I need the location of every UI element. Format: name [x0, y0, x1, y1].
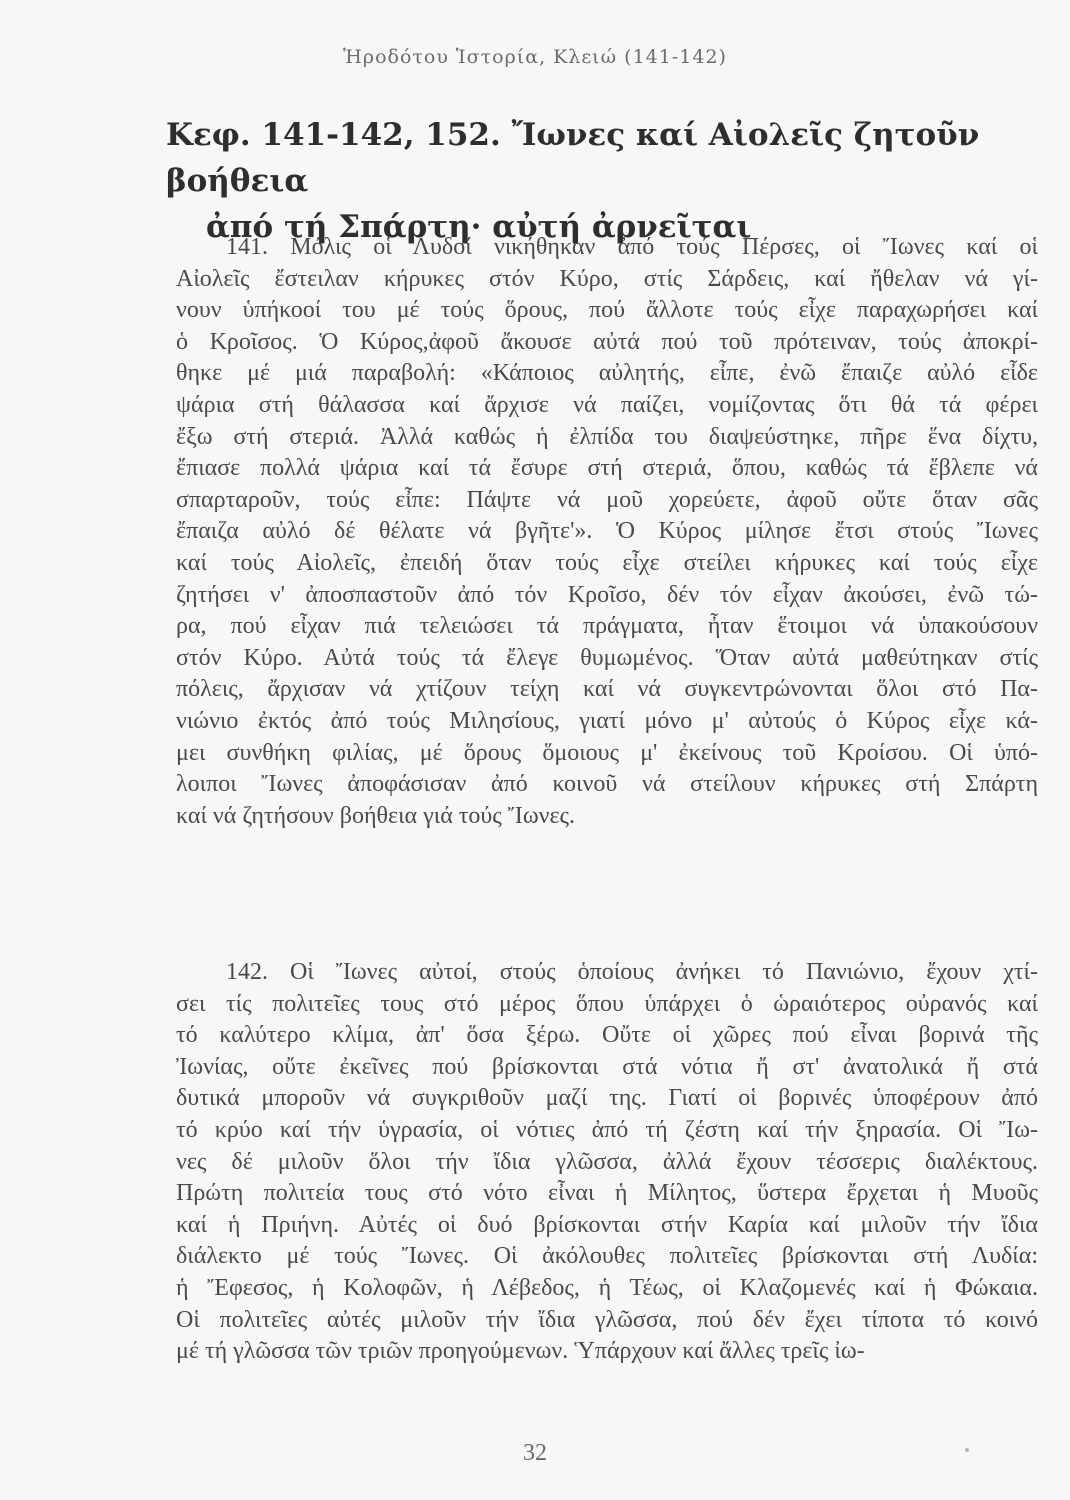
chapter-title-line-2: ἀπό τή Σπάρτη· αὐτή ἀρνεῖται: [206, 209, 752, 245]
text-line: νες δέ μιλοῦν ὅλοι τήν ἴδια γλῶσσα, ἀλλά ἔχουν τέσσερις διαλέκτους.: [176, 1148, 1038, 1175]
text-line: ψάρια στή θάλασσα καί ἄρχισε νά παίζει, νομίζοντας ὅτι θά τά φέρει: [176, 391, 1038, 418]
text-line: σπαρταροῦν, τούς εἶπε: Πάψτε νά μοῦ χορεύετε, ἀφοῦ οὔτε ὅταν σᾶς: [176, 486, 1038, 513]
text-line: πόλεις, ἄρχισαν νά χτίζουν τείχη καί νά συγκεντρώνονται ὅλοι στό Πα-: [176, 676, 1038, 703]
text-line: ἔπιασε πολλά ψάρια καί τά ἔσυρε στή στεριά, ὅπου, καθώς τά ἔβλεπε νά: [176, 455, 1038, 482]
text-line: καί τούς Αἰολεῖς, ἐπειδή ὅταν τούς εἶχε στείλει κήρυκες καί τούς εἶχε: [176, 549, 1038, 576]
text-line: στόν Κύρο. Αὐτά τούς τά ἔλεγε θυμωμένος. Ὅταν αὐτά μαθεύτηκαν στίς: [176, 644, 1038, 671]
text-line: Οἱ πολιτεῖες αὐτές μιλοῦν τήν ἴδια γλῶσσα, πού δέν ἔχει τίποτα τό κοινό: [176, 1306, 1038, 1333]
text-line: ὁ Κροῖσος. Ὁ Κύρος,ἀφοῦ ἄκουσε αὐτά πού τοῦ πρότειναν, τούς ἀποκρί-: [176, 328, 1038, 355]
text-line: 141. Μόλις οἱ Λυδοί νικήθηκαν ἀπό τούς Πέρσες, οἱ Ἴωνες καί οἱ: [226, 234, 1038, 260]
text-line: τό κρύο καί τήν ὑγρασία, οἱ νότιες ἀπό τή ζέστη καί τήν ξηρασία. Οἱ Ἴω-: [176, 1116, 1038, 1143]
running-head: Ἡροδότου Ἱστορία, Κλειώ (141-142): [343, 46, 727, 68]
text-line: καί νά ζητήσουν βοήθεια γιά τούς Ἴωνες.: [176, 802, 576, 829]
text-line: Αἰολεῖς ἔστειλαν κήρυκες στόν Κύρο, στίς Σάρδεις, καί ἤθελαν νά γί-: [176, 265, 1038, 292]
text-line: καί ἡ Πριήνη. Αὐτές οἱ δυό βρίσκονται στήν Καρία καί μιλοῦν τήν ἴδια: [176, 1211, 1038, 1238]
text-line: μει συνθήκη φιλίας, μέ ὅρους ὅμοιους μ' ἐκείνους τοῦ Κροίσου. Οἱ ὑπό-: [176, 739, 1038, 766]
text-line: μέ τή γλῶσσα τῶν τριῶν προηγούμενων. Ὑπάρχουν καί ἄλλες τρεῖς ἰω-: [176, 1338, 865, 1365]
chapter-title-line-1: Κεφ. 141-142, 152. Ἴωνες καί Αἰολεῖς ζητοῦν βοήθεια: [166, 117, 980, 199]
text-line: τό καλύτερο κλίμα, ἀπ' ὅσα ξέρω. Οὔτε οἱ χῶρες πού εἶναι βορινά τῆς: [176, 1022, 1038, 1049]
page-number: 32: [523, 1440, 547, 1466]
text-line: Ἰωνίας, οὔτε ἐκεῖνες πού βρίσκονται στά νότια ἤ στ' ἀνατολικά ἤ στά: [176, 1053, 1038, 1080]
text-line: Πρώτη πολιτεία τους στό νότο εἶναι ἡ Μίλητος, ὕστερα ἔρχεται ἡ Μυοῦς: [176, 1180, 1038, 1207]
text-line: ζητήσει ν' ἀποσπαστοῦν ἀπό τόν Κροῖσο, δέν τόν εἶχαν ἀκούσει, ἐνῶ τώ-: [176, 581, 1038, 608]
section-142-paragraph: [176, 957, 1038, 1368]
text-line: θηκε μέ μιά παραβολή: «Κάποιος αὐλητής, εἶπε, ἐνῶ ἔπαιζε αὐλό εἶδε: [176, 360, 1038, 387]
text-line: διάλεκτο μέ τούς Ἴωνες. Οἱ ἀκόλουθες πολιτεῖες βρίσκονται στή Λυδία:: [176, 1243, 1038, 1270]
text-line: ἔπαιζα αὐλό δέ θέλατε νά βγῆτε'». Ὁ Κύρος μίλησε ἔτσι στούς Ἴωνες: [176, 518, 1038, 545]
text-line: λοιποι Ἴωνες ἀποφάσισαν ἀπό κοινοῦ νά στείλουν κήρυκες στή Σπάρτη: [176, 771, 1038, 798]
chapter-title: [166, 112, 1016, 250]
text-line: ἡ Ἔφεσος, ἡ Κολοφῶν, ἡ Λέβεδος, ἡ Τέως, οἱ Κλαζομενές καί ἡ Φώκαια.: [176, 1274, 1038, 1301]
text-line: 142. Οἱ Ἴωνες αὐτοί, στούς ὁποίους ἀνήκει τό Πανιώνιο, ἔχουν χτί-: [226, 959, 1038, 985]
text-line: ρα, πού εἶχαν πιά τελειώσει τά πράγματα, ἦταν ἕτοιμοι νά ὑπακούσουν: [176, 613, 1038, 640]
text-line: σει τίς πολιτεῖες τους στό μέρος ὅπου ὑπάρχει ὁ ὡραιότερος οὐρανός καί: [176, 990, 1038, 1017]
section-141-paragraph: [176, 232, 1038, 832]
text-line: δυτικά μποροῦν νά συγκριθοῦν μαζί της. Γιατί οἱ βορινές ὑποφέρουν ἀπό: [176, 1085, 1038, 1112]
text-line: νουν ὑπήκοοί του μέ τούς ὅρους, πού ἄλλοτε τούς εἶχε παραχωρήσει καί: [176, 297, 1038, 324]
text-line: νιώνιο ἐκτός ἀπό τούς Μιλησίους, γιατί μόνο μ' αὐτούς ὁ Κύρος εἶχε κά-: [176, 707, 1038, 734]
scan-speck: [965, 1448, 969, 1452]
text-line: ἔξω στή στεριά. Ἀλλά καθώς ἡ ἐλπίδα του διαψεύστηκε, πῆρε ἕνα δίχτυ,: [176, 423, 1038, 450]
